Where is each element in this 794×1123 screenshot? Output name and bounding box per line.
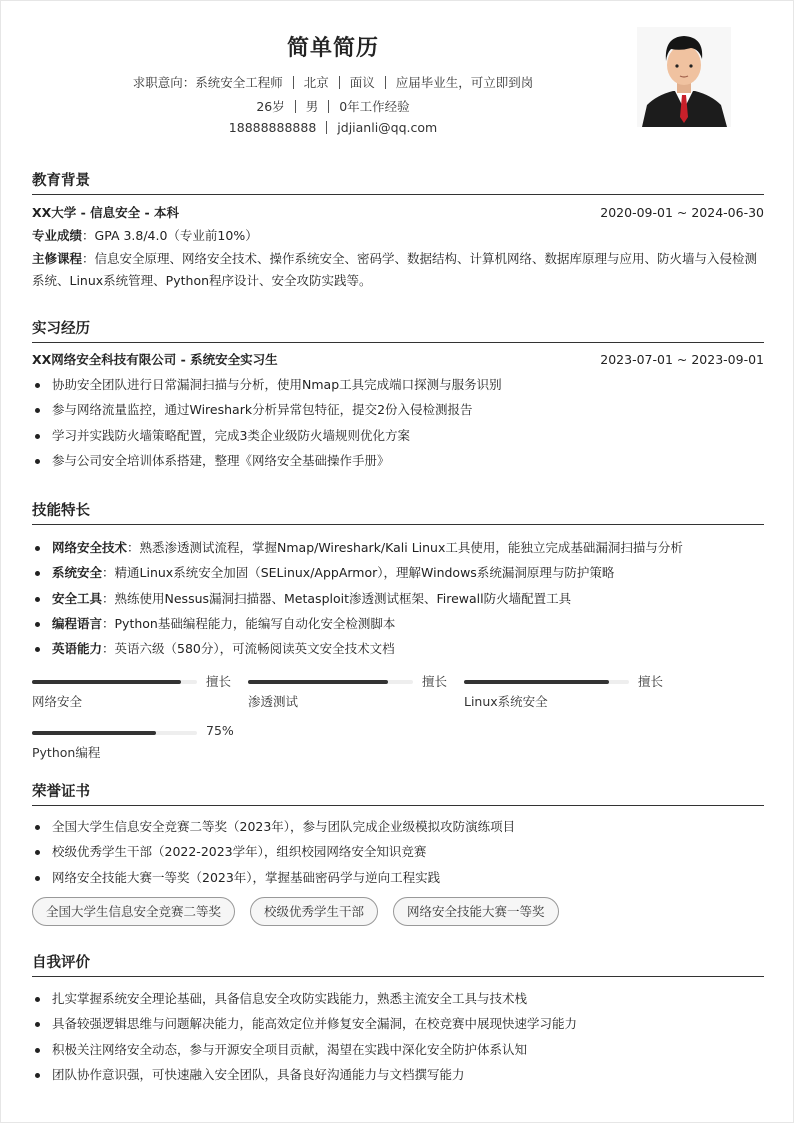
- salary: 面议: [349, 75, 375, 90]
- divider: [339, 76, 340, 89]
- skills-list: [32, 535, 764, 661]
- city: 北京: [303, 75, 329, 90]
- self-eval-list: [32, 986, 764, 1087]
- job-intent-line: [1, 73, 665, 91]
- list-item: 积极关注网络安全动态，参与开源安全项目贡献，渴望在实践中深化安全防护体系认知: [32, 1037, 764, 1062]
- honors-section: [32, 782, 764, 926]
- skill-label: 安全工具: [52, 590, 103, 606]
- list-item: 扎实掌握系统安全理论基础，具备信息安全攻防实践能力，熟悉主流安全工具与技术栈: [32, 986, 764, 1011]
- availability: 应届毕业生，可立即到岗: [395, 75, 534, 90]
- skill-progress-fill: [248, 680, 388, 684]
- phone: 18888888888: [228, 120, 317, 135]
- skill-level: 擅长: [206, 674, 232, 690]
- divider: [385, 76, 386, 89]
- company-role: XX网络安全科技有限公司 - 系统安全实习生: [32, 352, 278, 367]
- education-header-row: [32, 200, 764, 225]
- school-degree: XX大学 - 信息安全 - 本科: [32, 205, 180, 220]
- list-item: 参与网络流量监控，通过Wireshark分析异常包特征，提交2份入侵检测报告: [32, 397, 764, 422]
- divider: [293, 76, 294, 89]
- gpa-label: 专业成绩: [32, 228, 83, 243]
- avatar-photo-icon: [637, 27, 731, 127]
- skill-progress-fill: [464, 680, 609, 684]
- internship-list: [32, 372, 764, 473]
- skill-name: Linux系统安全: [464, 694, 548, 710]
- skill-progress-fill: [32, 731, 156, 735]
- education-title: 教育背景: [32, 171, 764, 195]
- list-item: 协助安全团队进行日常漏洞扫描与分析，使用Nmap工具完成端口探测与服务识别: [32, 372, 764, 397]
- self-eval-title: 自我评价: [32, 953, 764, 977]
- gpa-value: ：GPA 3.8/4.0（专业前10%）: [82, 228, 258, 243]
- list-item: 具备较强逻辑思维与问题解决能力，能高效定位并修复安全漏洞，在校竞赛中展现快速学习能力: [32, 1011, 764, 1036]
- courses-value: ：信息安全原理、网络安全技术、操作系统安全、密码学、数据结构、计算机网络、数据库原理与应用、防火墙与入侵检测系统、Linux系统管理、Python程序设计、安全攻防实践等。: [32, 250, 758, 288]
- skill-label: 系统安全: [52, 565, 103, 581]
- job-intent: 求职意向：系统安全工程师: [132, 75, 283, 90]
- personal-info-line: [1, 97, 665, 115]
- skill-text: ：Python基础编程能力，能编写自动化安全检测脚本: [102, 615, 396, 631]
- divider: [295, 100, 296, 113]
- contact-line: [1, 120, 665, 135]
- gender: 男: [305, 99, 319, 114]
- divider: [328, 100, 329, 113]
- list-item: [32, 535, 764, 560]
- honor-tag: 网络安全技能大赛一等奖: [393, 897, 559, 926]
- honor-tag: 全国大学生信息安全竞赛二等奖: [32, 897, 235, 926]
- internship-title: 实习经历: [32, 319, 764, 343]
- resume-header: [1, 1, 794, 151]
- honors-title: 荣誉证书: [32, 782, 764, 806]
- skill-progress-track: [464, 680, 629, 684]
- skill-level: 擅长: [638, 674, 664, 690]
- skill-bar-item: [464, 674, 674, 719]
- divider: [326, 121, 327, 134]
- experience-years: 0年工作经验: [339, 99, 410, 114]
- skill-text: ：熟悉渗透测试流程，掌握Nmap/Wireshark/Kali Linux工具使用，能独立完成基础漏洞扫描与分析: [127, 540, 683, 555]
- internship-dates: 2023-07-01 ~ 2023-09-01: [600, 352, 764, 367]
- skill-label: 网络安全技术: [52, 540, 128, 555]
- skill-bar-item: [248, 674, 458, 719]
- skill-progress-track: [32, 731, 197, 735]
- list-item: 学习并实践防火墙策略配置，完成3类企业级防火墙规则优化方案: [32, 423, 764, 448]
- honors-list: [32, 814, 764, 890]
- skill-bars: [32, 674, 764, 784]
- education-dates: 2020-09-01 ~ 2024-06-30: [600, 205, 764, 220]
- skills-title: 技能特长: [32, 501, 764, 525]
- education-section: [32, 171, 764, 293]
- skill-bar-item: [32, 674, 242, 719]
- skill-name: 网络安全: [32, 694, 83, 710]
- list-item: 团队协作意识强，可快速融入安全团队，具备良好沟通能力与文档撰写能力: [32, 1062, 764, 1087]
- list-item: [32, 560, 764, 585]
- list-item: [32, 611, 764, 636]
- list-item: [32, 586, 764, 611]
- skill-progress-track: [32, 680, 197, 684]
- list-item: 网络安全技能大赛一等奖（2023年），掌握基础密码学与逆向工程实践: [32, 865, 764, 890]
- skill-text: ：英语六级（580分），可流畅阅读英文安全技术文档: [102, 641, 395, 657]
- skill-level: 擅长: [422, 674, 448, 690]
- skill-label: 英语能力: [52, 641, 103, 657]
- skill-bar-item: [32, 725, 242, 770]
- skill-text: ：精通Linux系统安全加固（SELinux/AppArmor），理解Windows系统漏洞原理与防护策略: [102, 565, 615, 581]
- list-item: 参与公司安全培训体系搭建，整理《网络安全基础操作手册》: [32, 448, 764, 473]
- internship-header-row: [32, 347, 764, 372]
- honor-tag: 校级优秀学生干部: [250, 897, 378, 926]
- email: jdjianli@qq.com: [337, 120, 438, 135]
- skill-level: 75%: [206, 723, 234, 739]
- list-item: 全国大学生信息安全竞赛二等奖（2023年），参与团队完成企业级模拟攻防演练项目: [32, 814, 764, 839]
- resume-title: 简单简历: [286, 36, 379, 61]
- skills-section: [32, 501, 764, 784]
- gpa-line: [32, 225, 764, 248]
- skill-name: 渗透测试: [248, 694, 299, 710]
- list-item: [32, 636, 764, 661]
- self-eval-section: [32, 953, 764, 1087]
- skill-text: ：熟练使用Nessus漏洞扫描器、Metasploit渗透测试框架、Firewall防火墙配置工具: [102, 590, 572, 606]
- skill-name: Python编程: [32, 745, 101, 761]
- honor-tags: [32, 897, 764, 926]
- internship-section: [32, 319, 764, 473]
- skill-progress-track: [248, 680, 413, 684]
- list-item: 校级优秀学生干部（2022-2023学年），组织校园网络安全知识竞赛: [32, 839, 764, 864]
- age: 26岁: [256, 99, 285, 114]
- courses-label: 主修课程: [32, 250, 83, 266]
- skill-progress-fill: [32, 680, 181, 684]
- courses-line: [32, 248, 764, 293]
- skill-label: 编程语言: [52, 615, 103, 631]
